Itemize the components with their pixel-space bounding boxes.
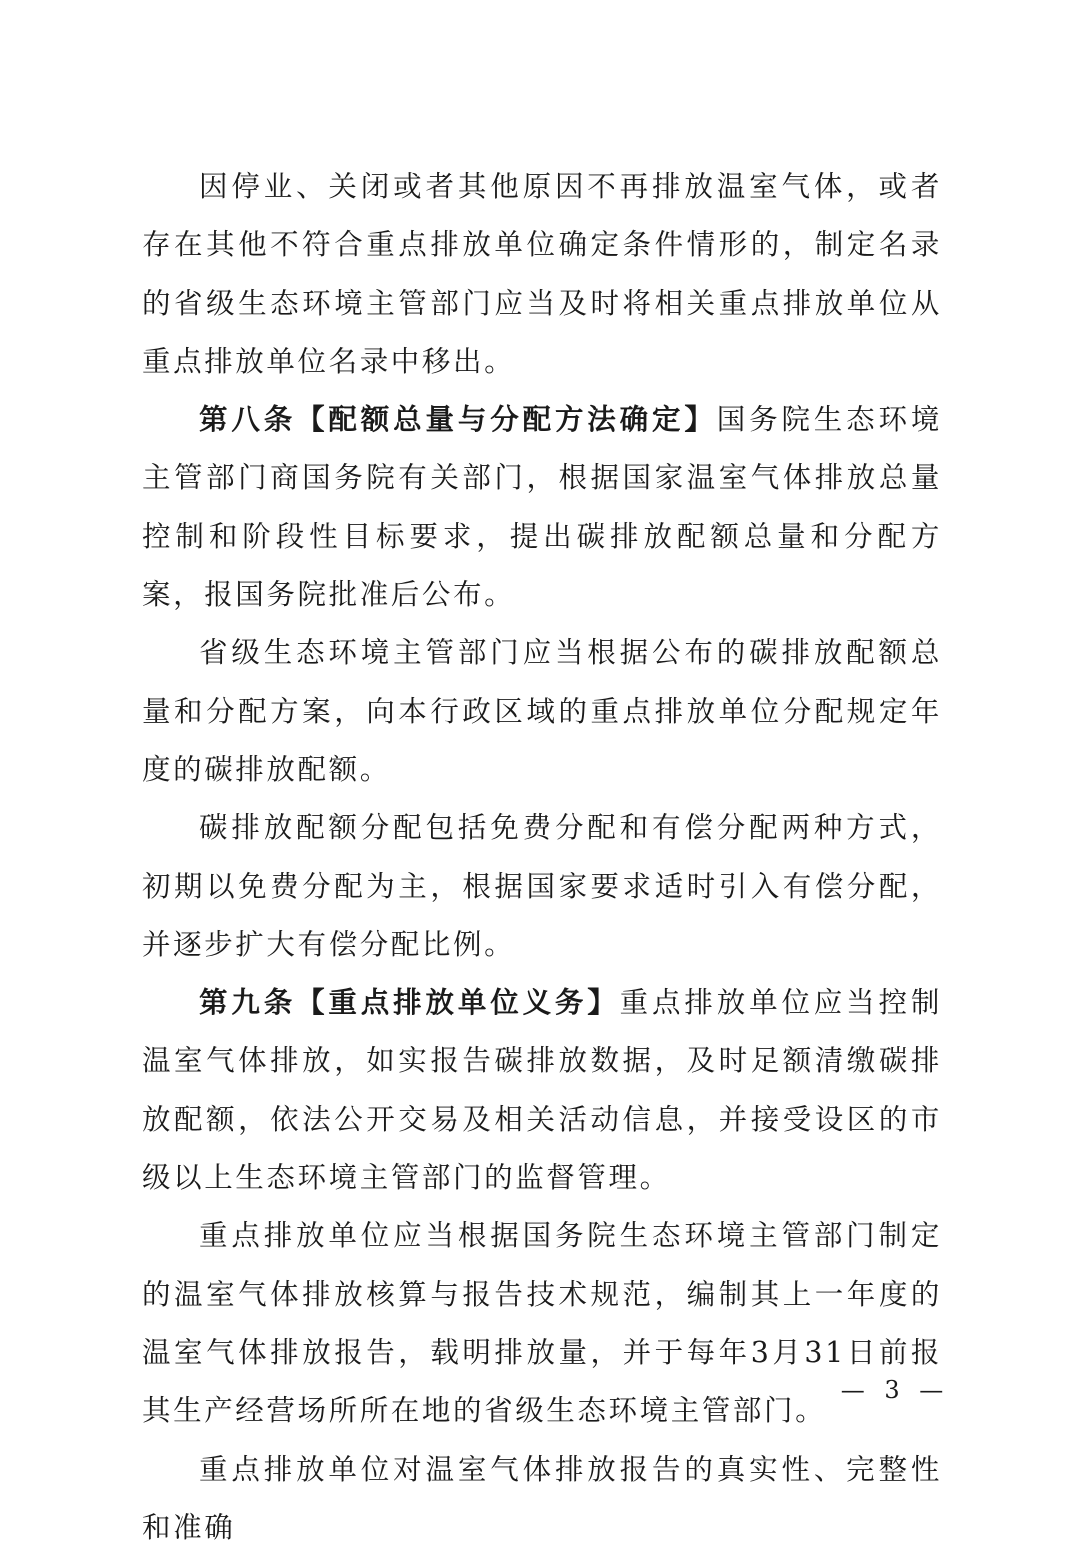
paragraph-text: 重点排放单位应当控制温室气体排放，如实报告碳排放数据，及时足额清缴碳排放配额，依法公开交易及相关活动信息，并接受设区的市级以上生态环境主管部门的监督管理。	[142, 986, 942, 1195]
page-number: — 3 —	[840, 1376, 950, 1404]
article-title: 【重点排放单位义务】	[296, 986, 620, 1020]
paragraph-text: 因停业、关闭或者其他原因不再排放温室气体，或者存在其他不符合重点排放单位确定条件情形的，制定名录的省级生态环境主管部门应当及时将相关重点排放单位从重点排放单位名录中移出。	[142, 170, 942, 378]
paragraph-truncated	[142, 1441, 942, 1557]
paragraph	[142, 799, 942, 974]
article-number: 第八条	[199, 403, 297, 437]
paragraph-text: 国务院生态环境主管部门商国务院有关部门，根据国家温室气体排放总量控制和阶段性目标要求，提出碳排放配额总量和分配方案，报国务院批准后公布。	[142, 403, 942, 612]
paragraph-continuation	[142, 158, 942, 391]
paragraph	[142, 624, 942, 799]
article-number: 第九条	[199, 986, 297, 1020]
paragraph-text: 重点排放单位应当根据国务院生态环境主管部门制定的温室气体排放核算与报告技术规范，编制其上一年度的温室气体排放报告，载明排放量，并于每年3月31日前报其生产经营场所所在地的省级生态环境主管部门。	[142, 1219, 942, 1428]
paragraph-text: 碳排放配额分配包括免费分配和有偿分配两种方式，初期以免费分配为主，根据国家要求适时引入有偿分配，并逐步扩大有偿分配比例。	[142, 811, 942, 961]
paragraph	[142, 1207, 942, 1440]
document-body	[142, 158, 942, 1557]
article-8-paragraph	[142, 391, 942, 624]
article-title: 【配额总量与分配方法确定】	[296, 403, 717, 437]
paragraph-text: 重点排放单位对温室气体排放报告的真实性、完整性和准确	[142, 1452, 942, 1544]
article-9-paragraph	[142, 974, 942, 1207]
paragraph-text: 省级生态环境主管部门应当根据公布的碳排放配额总量和分配方案，向本行政区域的重点排放单位分配规定年度的碳排放配额。	[142, 636, 942, 786]
